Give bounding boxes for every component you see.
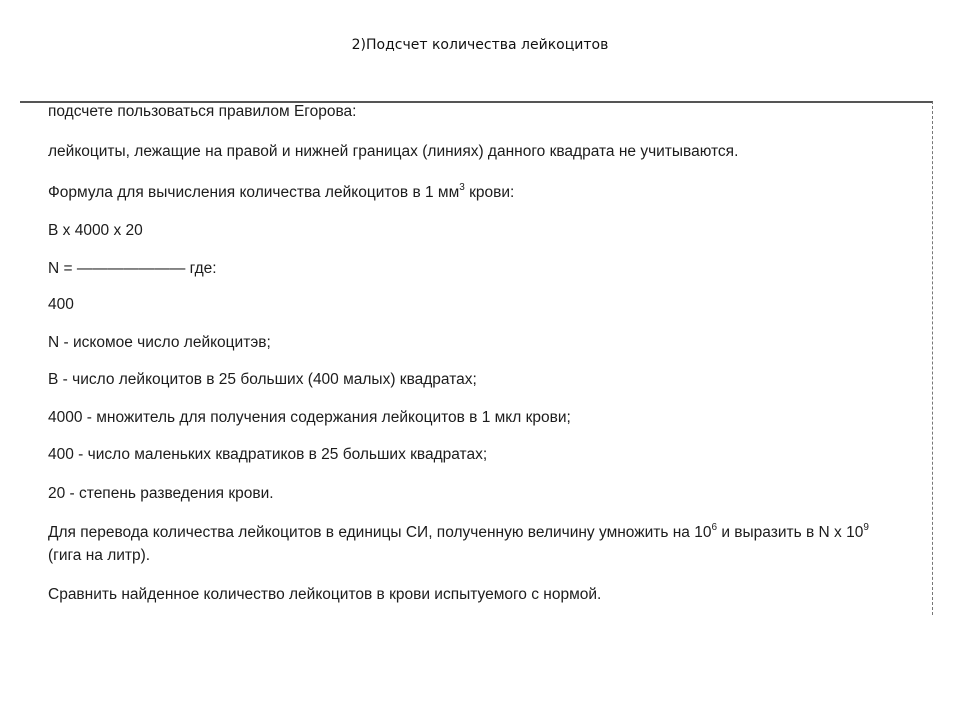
definition-20: 20 - степень разведения крови.: [48, 485, 274, 502]
formula-denominator: 400: [48, 296, 74, 313]
si-sup1: 6: [711, 522, 718, 533]
slide-title: 2)Подсчет количества лейкоцитов: [351, 37, 609, 53]
definition-n: N - искомое число лейкоцитэв;: [48, 334, 271, 351]
definition-400: 400 - число маленьких квадратиков в 25 больших квадратах;: [48, 446, 488, 463]
formula-heading-sup: 3: [459, 182, 465, 193]
formula-numerator: В х 4000 х 20: [48, 222, 143, 239]
formula-heading-tail: крови:: [464, 184, 515, 201]
definition-b: В - число лейкоцитов в 25 больших (400 малых) квадратах;: [48, 371, 477, 388]
cut-off-line: подсчете пользоваться правилом Егорова:: [48, 103, 357, 120]
si-conversion-line-2: (гига на литр).: [48, 547, 151, 564]
si-part1: Для перевода количества лейкоцитов в единицы СИ, полученную величину умножить на 10: [48, 524, 712, 541]
formula-heading-text: Формула для вычисления количества лейкоцитов в 1 мм: [48, 184, 460, 201]
si-sup2: 9: [863, 522, 869, 533]
egorov-rule: лейкоциты, лежащие на правой и нижней границах (линиях) данного квадрата не учитываются.: [48, 143, 739, 160]
definition-4000: 4000 - множитель для получения содержания лейкоцитов в 1 мкл крови;: [48, 409, 571, 426]
si-part2: и выразить в N х 10: [717, 524, 864, 541]
si-conversion-line-1: [48, 523, 869, 542]
document-excerpt: [20, 101, 933, 615]
compare-with-norm: Сравнить найденное количество лейкоцитов в крови испытуемого с нормой.: [48, 586, 602, 603]
formula-heading: [48, 183, 514, 202]
formula-fraction-line: N = ——————— где:: [48, 260, 217, 277]
